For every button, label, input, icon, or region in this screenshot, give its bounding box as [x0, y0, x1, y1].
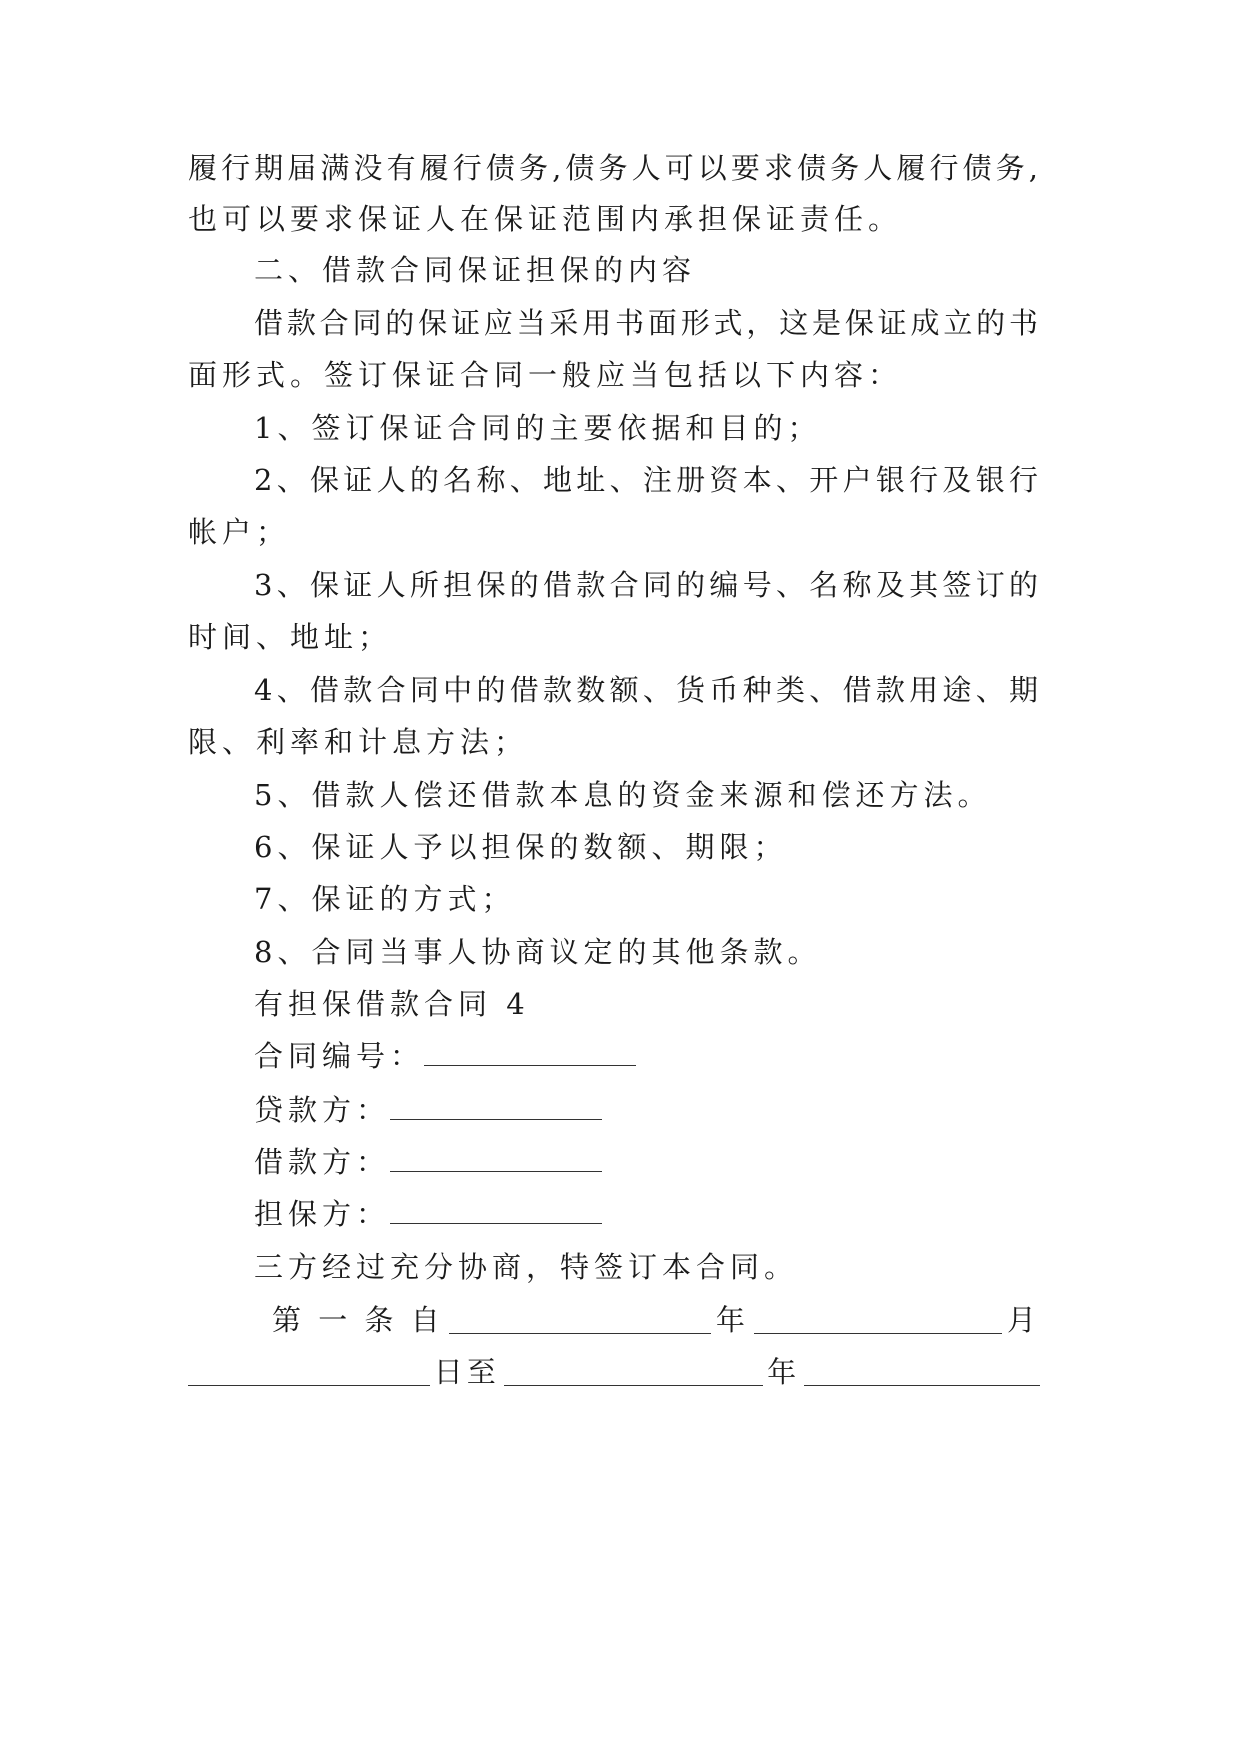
month-label: 月 [1006, 1303, 1040, 1337]
year-blank[interactable] [449, 1333, 711, 1334]
list-item-continuation: 限、利率和计息方法； [188, 725, 529, 759]
borrower-blank[interactable] [390, 1145, 602, 1172]
end-year-label: 年 [767, 1355, 801, 1389]
paragraph-line: 三方经过充分协商，特签订本合同。 [254, 1250, 799, 1284]
list-item: 4、借款合同中的借款数额、货币种类、借款用途、期 [254, 673, 1040, 707]
list-item: 3、保证人所担保的借款合同的编号、名称及其签订的 [254, 568, 1040, 602]
clause-1-prefix: 第 一 条 自 [272, 1303, 444, 1337]
contract-no-blank[interactable] [424, 1039, 636, 1066]
lender-row [254, 1090, 602, 1130]
paragraph-line: 履行期届满没有履行债务,债务人可以要求债务人履行债务, [188, 151, 1040, 185]
section-heading: 二、借款合同保证担保的内容 [254, 253, 697, 287]
end-month-blank[interactable] [804, 1385, 1040, 1386]
day-blank[interactable] [188, 1385, 430, 1386]
list-item-continuation: 帐户； [188, 515, 291, 549]
list-item-continuation: 时间、地址； [188, 620, 393, 654]
guarantor-label: 担保方： [254, 1197, 391, 1231]
day-to-label: 日至 [433, 1355, 500, 1389]
year-label: 年 [715, 1303, 749, 1337]
lender-blank[interactable] [390, 1093, 602, 1120]
clause-1-row-2 [188, 1352, 1040, 1392]
paragraph-line: 借款合同的保证应当采用书面形式，这是保证成立的书 [254, 306, 1040, 340]
list-item: 2、保证人的名称、地址、注册资本、开户银行及银行 [254, 463, 1040, 497]
contract-no-row [254, 1036, 636, 1076]
paragraph-line: 面形式。签订保证合同一般应当包括以下内容： [188, 358, 903, 392]
list-item: 8、合同当事人协商议定的其他条款。 [254, 935, 822, 969]
list-item: 6、保证人予以担保的数额、期限； [254, 830, 788, 864]
contract-no-label: 合同编号： [254, 1039, 425, 1073]
contract-title: 有担保借款合同 4 [254, 987, 530, 1021]
paragraph-line: 也可以要求保证人在保证范围内承担保证责任。 [188, 202, 903, 236]
list-item: 5、借款人偿还借款本息的资金来源和偿还方法。 [254, 778, 992, 812]
guarantor-row [254, 1194, 602, 1234]
end-year-blank[interactable] [504, 1385, 763, 1386]
month-blank[interactable] [754, 1333, 1002, 1334]
guarantor-blank[interactable] [390, 1197, 602, 1224]
borrower-row [254, 1142, 602, 1182]
list-item: 7、保证的方式； [254, 882, 516, 916]
lender-label: 贷款方： [254, 1093, 391, 1127]
borrower-label: 借款方： [254, 1145, 391, 1179]
list-item: 1、签订保证合同的主要依据和目的； [254, 411, 822, 445]
clause-1-row [272, 1300, 1040, 1340]
